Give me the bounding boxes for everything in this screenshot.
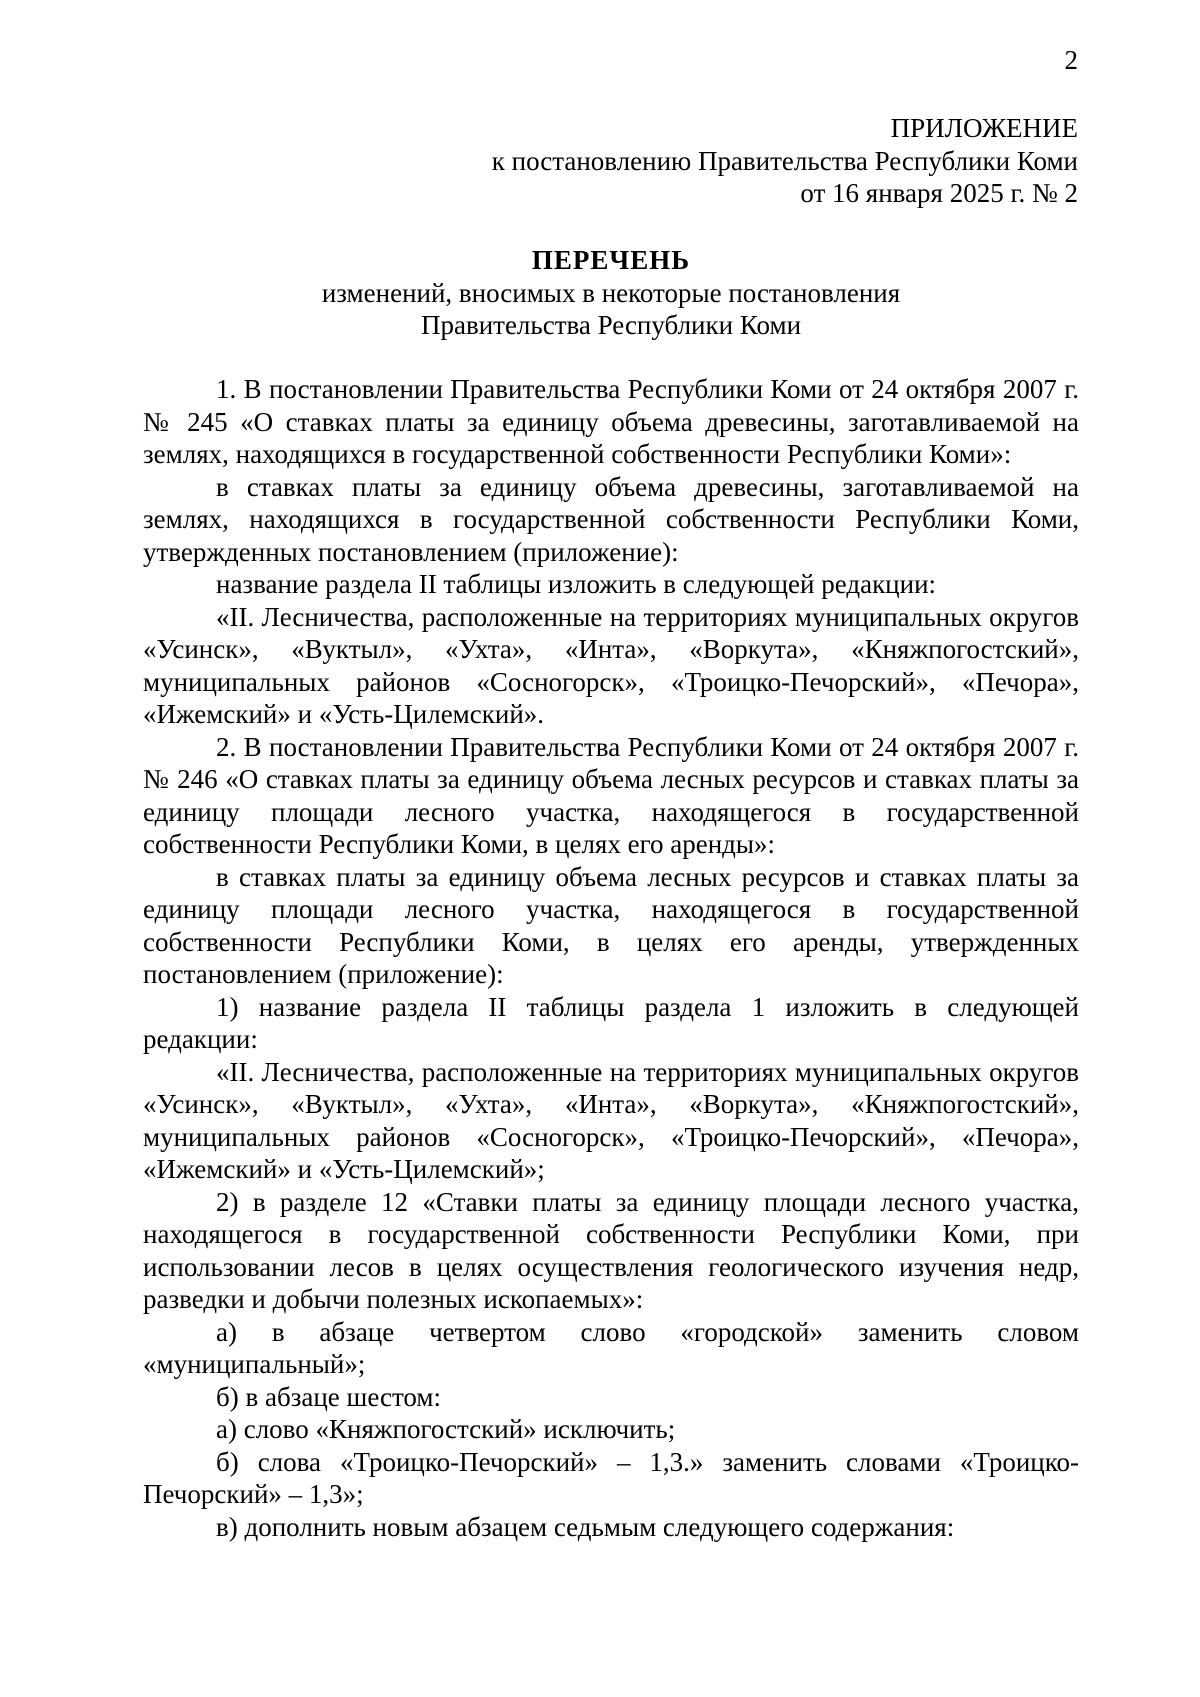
paragraph-6: в ставках платы за единицу объема лесных ресурсов и ставках платы за единицу площади лесного участка, находящегося в государственной собственности Республики Коми, в целях его аренды, утвержденных постановлением (приложение): (143, 861, 1079, 989)
paragraph-5: 2. В постановлении Правительства Республики Коми от 24 октября 2007 г. № 246 «О ставках платы за единицу объема лесных ресурсов и ставках платы за единицу площади лесного участка, находящегося в государственной собственности Республики Коми, в целях его аренды»: (143, 731, 1079, 859)
document-body (143, 373, 1079, 1543)
paragraph-10: а) в абзаце четвертом слово «городской» заменить словом «муниципальный»; (143, 1316, 1079, 1379)
paragraph-1: 1. В постановлении Правительства Республики Коми от 24 октября 2007 г. № 245 «О ставках платы за единицу объема древесины, заготавливаемой на землях, находящихся в государственной собственности Республики Коми»: (143, 374, 1079, 469)
paragraph-2: в ставках платы за единицу объема древесины, заготавливаемой на землях, находящихся в государственной собственности Республики Коми, утвержденных постановлением (приложение): (143, 471, 1079, 567)
appendix-label: ПРИЛОЖЕНИЕ (890, 113, 1078, 143)
document-subtitle-line2: Правительства Республики Коми (420, 310, 802, 340)
document-subtitle-line1: изменений, вносимых в некоторые постановления (321, 277, 901, 308)
paragraph-11: б) в абзаце шестом: (216, 1381, 441, 1412)
appendix-block (378, 112, 1078, 210)
paragraph-13: б) слова «Троицко-Печорский» – 1,3.» заменить словами «Троицко-Печорский» – 1,3»; (143, 1446, 1079, 1509)
document-heading (143, 244, 1079, 342)
appendix-reference: к постановлению Правительства Республики Коми (491, 145, 1078, 176)
paragraph-9: 2) в разделе 12 «Ставки платы за единицу площади лесного участка, находящегося в государственной собственности Республики Коми, при использовании лесов в целях осуществления геологического изучения недр, разведки и добычи полезных ископаемых»: (143, 1186, 1079, 1314)
paragraph-14: в) дополнить новым абзацем седьмым следующего содержания: (216, 1511, 955, 1542)
appendix-date: от 16 января 2025 г. № 2 (800, 178, 1078, 208)
paragraph-3: название раздела II таблицы изложить в следующей редакции: (216, 569, 937, 599)
document-title: ПЕРЕЧЕНЬ (531, 245, 691, 275)
paragraph-8: «II. Лесничества, расположенные на территориях муниципальных округов «Усинск», «Вуктыл», «Ухта», «Инта», «Воркута», «Княжпогостский», муниципальных районов «Сосногорск», «Троицко-Печорский», «Печора», «Ижемский» и «Усть-Цилемский»; (143, 1056, 1079, 1184)
paragraph-4: «II. Лесничества, расположенные на территориях муниципальных округов «Усинск», «Вуктыл», «Ухта», «Инта», «Воркута», «Княжпогостский», муниципальных районов «Сосногорск», «Троицко-Печорский», «Печора», «Ижемский» и «Усть-Цилемский». (143, 601, 1079, 729)
paragraph-7: 1) название раздела II таблицы раздела 1 изложить в следующей редакции: (143, 991, 1079, 1054)
paragraph-12: а) слово «Княжпогостский» исключить; (216, 1414, 676, 1444)
page-number: 2 (1064, 45, 1078, 75)
